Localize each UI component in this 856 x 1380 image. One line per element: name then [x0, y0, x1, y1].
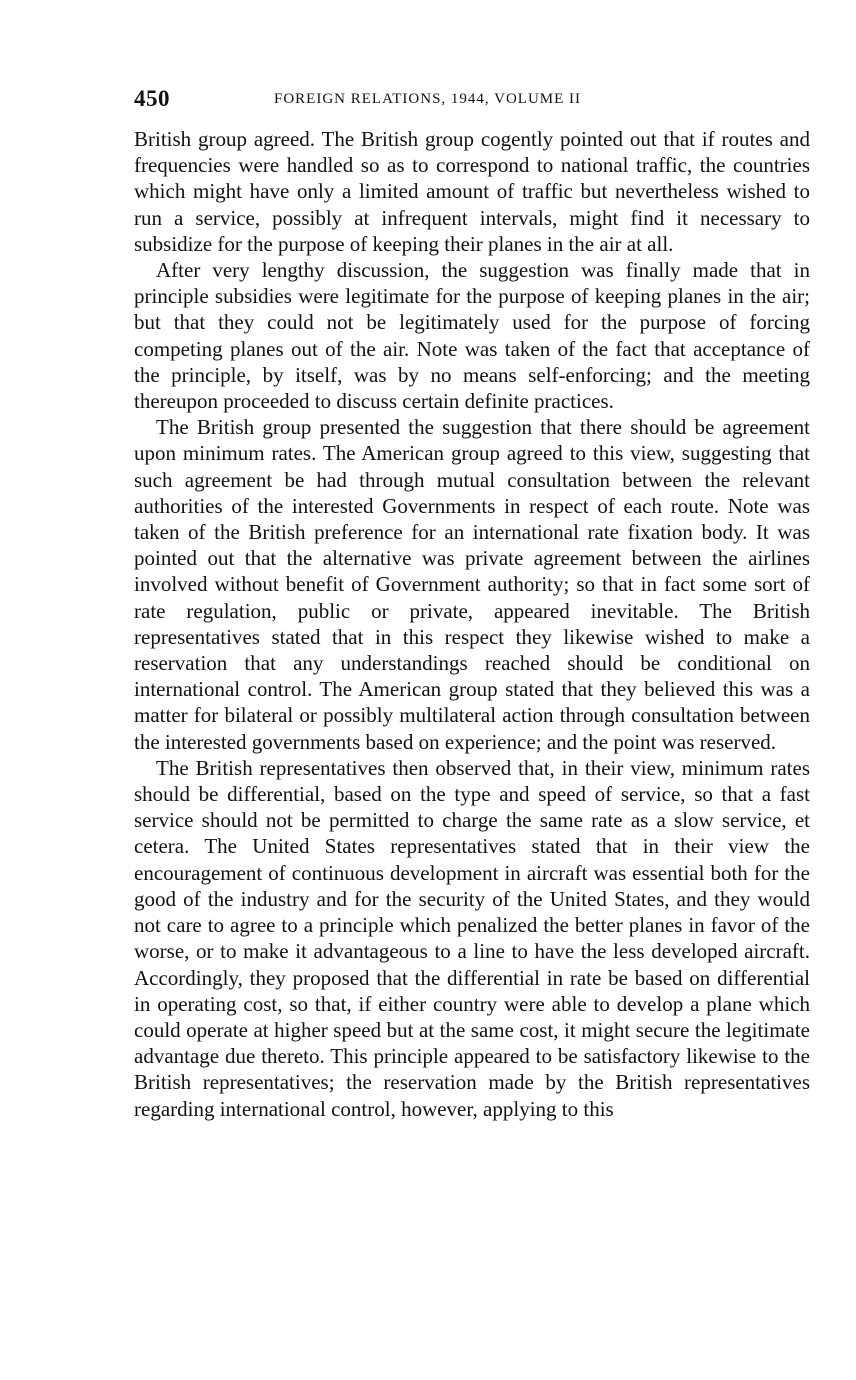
- page-number: 450: [134, 86, 170, 111]
- paragraph-4: The British representatives then observed that, in their view, minimum rates should be differential, based on the type and speed of service, so that a fast service should not be permitted to charge the same rate as a slow service, et cetera. The United States representatives stated that in their view the encouragement of continuous development in aircraft was essential both for the good of the industry and for the security of the United States, and they would not care to agree to a principle which penalized the better planes in favor of the worse, or to make it advantageous to a line to have the less developed aircraft. Accordingly, they proposed that the differential in rate be based on differential in operating cost, so that, if either country were able to develop a plane which could operate at higher speed but at the same cost, it might secure the legitimate advantage due thereto. This principle appeared to be satisfactory likewise to the British representatives; the reservation made by the British representatives regarding international control, however, applying to this: [134, 755, 810, 1121]
- paragraph-3: The British group presented the suggestion that there should be agreement upon minimum rates. The American group agreed to this view, suggesting that such agreement be had through mutual consultation between the relevant authorities of the interested Governments in respect of each route. Note was taken of the British preference for an international rate fixation body. It was pointed out that the alternative was private agreement between the airlines involved without benefit of Government authority; so that in fact some sort of rate regulation, public or private, appeared inevitable. The British representatives stated that in this respect they likewise wished to make a reservation that any understandings reached should be conditional on international control. The American group stated that they believed this was a matter for bilateral or possibly multilateral action through consultation between the interested governments based on experience; and the point was reserved.: [134, 415, 810, 754]
- paragraph-2: After very lengthy discussion, the suggestion was finally made that in principle subsidies were legitimate for the purpose of keeping planes in the air; but that they could not be legitimately used for the purpose of forcing competing planes out of the air. Note was taken of the fact that acceptance of the principle, by itself, was by no means self-enforcing; and the meeting thereupon proceeded to discuss certain definite practices.: [134, 258, 810, 414]
- body-text: [134, 126, 810, 1122]
- running-header: [134, 86, 810, 114]
- paragraph-1: British group agreed. The British group cogently pointed out that if routes and frequencies were handled so as to correspond to national traffic, the countries which might have only a limited amount of traffic but nevertheless wished to run a service, possibly at infrequent intervals, might find it necessary to subsidize for the purpose of keeping their planes in the air at all.: [134, 127, 810, 256]
- running-header-title: FOREIGN RELATIONS, 1944, VOLUME II: [274, 91, 582, 107]
- document-page: [134, 86, 810, 1122]
